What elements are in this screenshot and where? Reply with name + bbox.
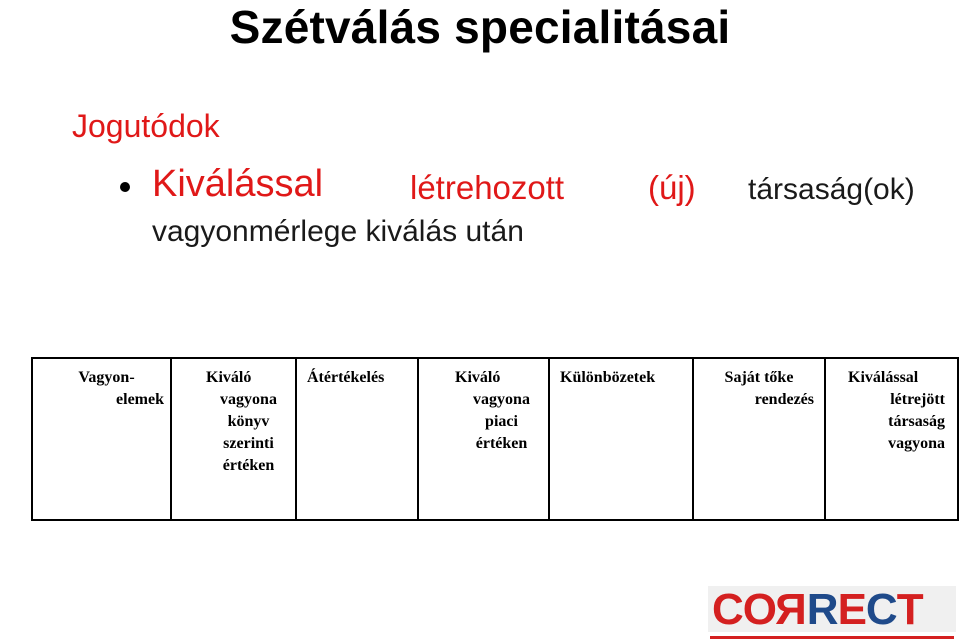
table-cell-sajat-toke	[693, 358, 825, 520]
table-cell-piaci-erteken	[418, 358, 549, 520]
table-cell-line: elemek	[116, 391, 164, 408]
logo-letter-e: E	[837, 585, 866, 634]
logo-letters-co: CO	[712, 585, 776, 634]
logo-underline	[710, 636, 954, 639]
bullet-word-letrehozott: létrehozott	[410, 169, 565, 206]
slide-title: Szétválás specialitásai	[229, 1, 731, 53]
table-cell-line: létrejött	[890, 391, 945, 408]
table-cell-konyv-szerinti	[171, 358, 296, 520]
table-cell-line: Átértékelés	[307, 369, 385, 386]
table-cell-vagyonelemek	[32, 358, 171, 520]
table-cell-line: értéken	[475, 435, 528, 452]
table-cell-line: szerinti	[223, 435, 274, 452]
table-cell-atertekeles	[296, 358, 418, 520]
table-cell-line: Különbözetek	[560, 369, 656, 386]
logo-letter-t: T	[896, 585, 923, 634]
table-cell-line: Saját tőke	[724, 369, 794, 386]
table-cell-line: Kiváló	[455, 369, 501, 386]
table-cell-line: vagyona	[473, 391, 530, 408]
table-cell-kivalassal-letrejott	[825, 358, 958, 520]
bullet-dot-icon	[120, 182, 130, 192]
table-cell-line: rendezés	[754, 391, 814, 408]
table-header-row	[32, 358, 958, 520]
table-cell-kulonbozetek	[549, 358, 693, 520]
table-cell-line: Vagyon-	[78, 369, 135, 386]
table-cell-line: Kiváló	[206, 369, 252, 386]
table-cell-line: társaság	[888, 413, 945, 430]
bullet-continuation: vagyonmérlege kiválás után	[152, 215, 524, 248]
correct-logo	[708, 584, 958, 640]
table-cell-line: Kiválással	[848, 369, 919, 386]
bullet-item	[120, 160, 932, 208]
table-cell-line: piaci	[485, 413, 518, 430]
logo-letter-r-mirrored: R	[776, 585, 807, 634]
table-cell-line: vagyona	[888, 435, 945, 452]
logo-wordmark	[712, 584, 923, 636]
table-cell-line: könyv	[227, 413, 270, 430]
logo-letter-r: R	[806, 585, 838, 634]
bullet-word-uj: (új)	[648, 169, 696, 206]
bullet-word-kivalassal: Kiválással	[152, 163, 324, 205]
balance-sheet-table	[31, 357, 959, 521]
bullet-word-tarsasag: társaság(ok)	[748, 173, 915, 206]
slide-subtitle: Jogutódok	[72, 108, 220, 144]
table-cell-line: vagyona	[220, 391, 277, 408]
table-cell-line: értéken	[222, 457, 275, 474]
logo-letter-c: C	[865, 585, 897, 634]
